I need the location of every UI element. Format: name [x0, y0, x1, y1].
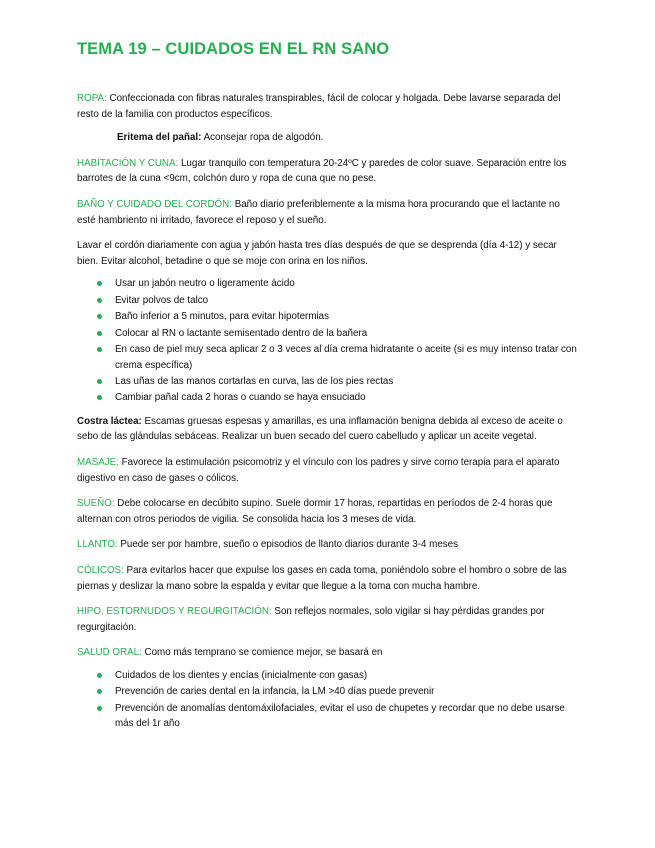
hipo-text: Son reflejos normales, solo vigilar si hay pérdidas grandes por regurgitación. [77, 606, 545, 633]
ropa-text: Confeccionada con fibras naturales transpirables, fácil de colocar y holgada. Debe lavarse separada del resto de la familia con productos específicos. [77, 93, 561, 120]
list-item-text: Evitar polvos de talco [115, 294, 209, 306]
bullet-icon [97, 395, 102, 400]
list-item-text: En caso de piel muy seca aplicar 2 o 3 veces al día crema hidratante o aceite (si es muy intenso tratar con crema específica) [115, 343, 577, 371]
list-item [115, 293, 577, 309]
costra-text: Escamas gruesas espesas y amarillas, es una inflamación benigna debida al exceso de aceite o sebo de las glándulas sebáceas. Realizar un buen secado del cuero cabelludo y aplicar un aceite vegetal. [77, 415, 563, 443]
sueno-label: SUEÑO: [77, 498, 115, 510]
list-item [115, 326, 577, 342]
habitacion-paragraph [77, 156, 577, 187]
hipo-paragraph [77, 604, 577, 635]
bullet-icon [97, 298, 102, 303]
eritema-paragraph [77, 130, 577, 146]
bullet-icon [97, 281, 102, 286]
bano-label: BAÑO Y CUIDADO DEL CORDÓN: [77, 198, 232, 210]
list-item-text: Prevención de anomalías dentomáxilofaciales, evitar el uso de chupetes y recordar que no debe usarse más del 1r año [115, 702, 565, 730]
costra-label: Costra láctea: [77, 415, 142, 427]
bullet-icon [97, 673, 102, 678]
page-title: TEMA 19 – CUIDADOS EN EL RN SANO [77, 40, 390, 58]
llanto-text: Puede ser por hambre, sueño o episodios de llanto diarios durante 3-4 meses [117, 539, 459, 551]
bullet-icon [97, 314, 102, 319]
bano-paragraph [77, 197, 577, 228]
llanto-paragraph [77, 537, 577, 553]
ropa-paragraph [77, 91, 577, 122]
list-item [115, 374, 577, 390]
list-item-text: Cambiar pañal cada 2 horas o cuando se haya ensuciado [115, 392, 366, 404]
habitacion-label: HABITACIÓN Y CUNA: [77, 157, 179, 169]
bullet-icon [97, 706, 102, 711]
sueno-paragraph [77, 496, 577, 527]
list-item [115, 309, 577, 325]
colicos-text: Para evitarlos hacer que expulse los gases en cada toma, poniéndolo sobre el hombro o sobre de las piernas y deslizar la mano sobre la espalda y evitar que llegue a la toma con mucha hambre. [77, 565, 567, 592]
bullet-icon [97, 331, 102, 336]
salud-oral-text: Como más temprano se comience mejor, se basará en [141, 647, 383, 659]
colicos-paragraph [77, 563, 577, 594]
sueno-text: Debe colocarse en decúbito supino. Suele dormir 17 horas, repartidas en períodos de 2-4 horas que alternan con otros periodos de vigilia. Se consolida hacia los 3 meses de vida. [77, 498, 553, 525]
list-item [115, 276, 577, 292]
bano-text: Baño diario preferiblemente a la misma hora procurando que el lactante no esté hambriento ni irritado, favorece el reposo y el sueño. [77, 198, 560, 226]
salud-oral-list [77, 668, 577, 732]
list-item-text: Usar un jabón neutro o ligeramente ácido [115, 278, 295, 290]
list-item [115, 390, 577, 406]
bano-list [77, 276, 577, 406]
list-item-text: Cuidados de los dientes y encías (inicialmente con gasas) [115, 670, 368, 681]
llanto-label: LLANTO: [77, 539, 118, 551]
masaje-label: MASAJE: [77, 457, 119, 469]
list-item [115, 684, 577, 700]
list-item-text: Prevención de caries dental en la infancia, la LM >40 días puede prevenir [115, 686, 435, 698]
list-item-text: Las uñas de las manos cortarlas en curva, las de los pies rectas [115, 375, 394, 387]
list-item-text: Baño inferior a 5 minutos, para evitar hipotermias [115, 311, 330, 323]
habitacion-text: Lugar tranquilo con temperatura 20-24ºC y paredes de color suave. Separación entre los barrotes de la cuna <9cm, colchón duro y ropa de cuna que no pese. [77, 157, 567, 185]
eritema-text: Aconsejar ropa de algodón. [201, 132, 324, 144]
hipo-label: HIPO, ESTORNUDOS Y REGURGITACIÓN: [77, 606, 272, 618]
bullet-icon [97, 347, 102, 352]
masaje-text: Favorece la estimulación psicomotriz y el vínculo con los padres y sirve como terapia para el aparato digestivo en caso de gases o cólicos. [77, 457, 560, 484]
ropa-label: ROPA: [77, 93, 107, 104]
bullet-icon [97, 689, 102, 694]
cordon-paragraph: Lavar el cordón diariamente con agua y jabón hasta tres días después de que se desprenda (día 4-12) y secar bien. Evitar alcohol, betadine o que se moje con orina en los niños. [77, 240, 557, 267]
list-item [115, 342, 577, 373]
salud-oral-label: SALUD ORAL: [77, 647, 142, 659]
colicos-label: CÓLICOS: [77, 565, 124, 577]
bullet-icon [97, 379, 102, 384]
salud-oral-paragraph [77, 645, 577, 661]
costra-paragraph [77, 414, 577, 445]
list-item [115, 701, 577, 732]
list-item [115, 668, 577, 684]
masaje-paragraph [77, 455, 577, 486]
list-item-text: Colocar al RN o lactante semisentado dentro de la bañera [115, 327, 368, 339]
eritema-label: Eritema del pañal: [117, 132, 202, 144]
